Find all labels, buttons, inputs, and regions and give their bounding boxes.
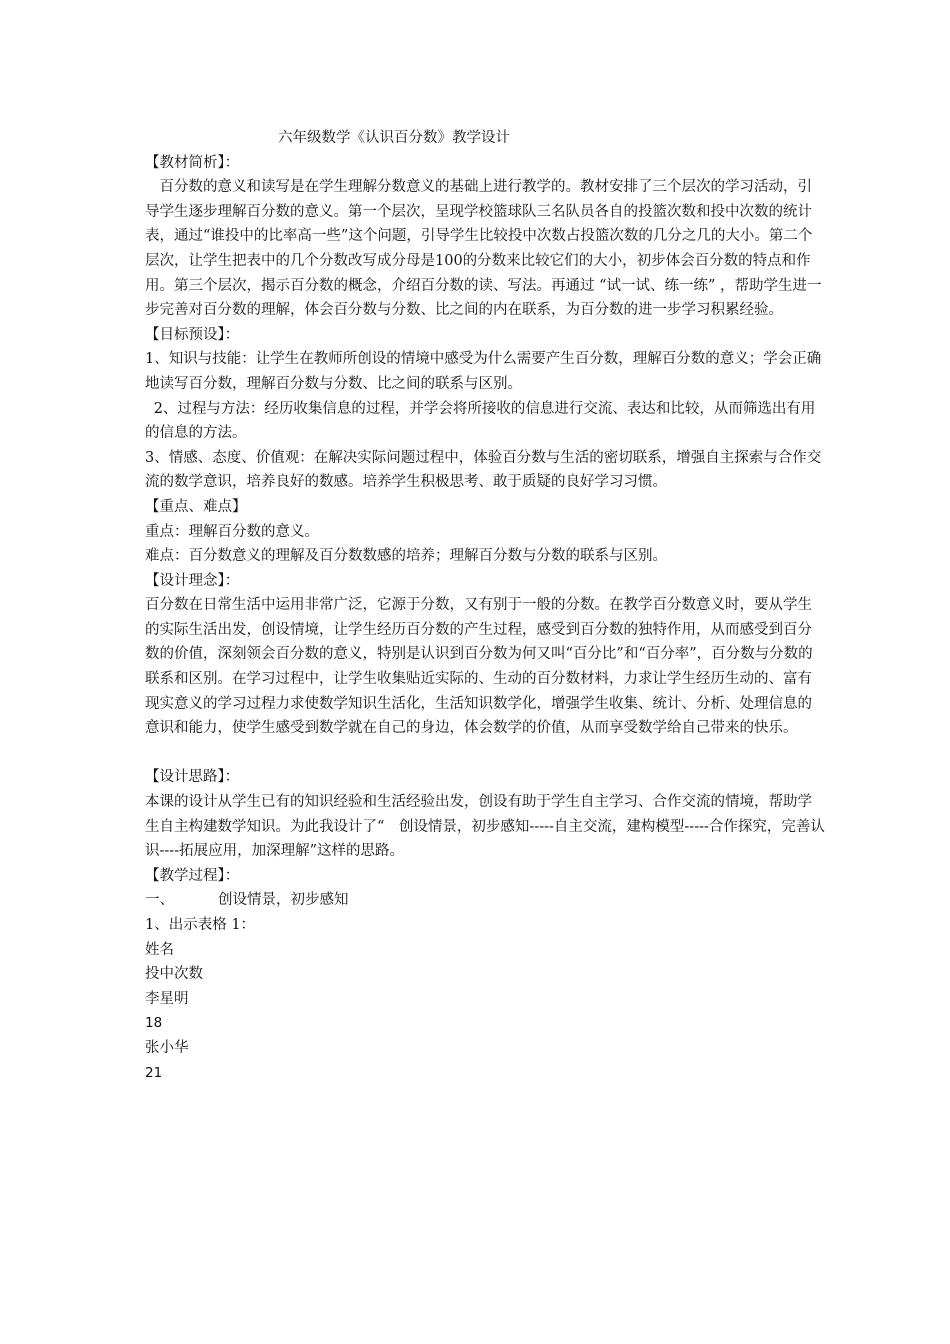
paragraph-linian: 百分数在日常生活中运用非常广泛，它源于分数，又有别于一般的分数。在教学百分数意义时，要从学生的实际生活出发，创设情境，让学生经历百分数的产生过程，感受到百分数的独特作用，从而感受到百分数的价值，深刻领会百分数的意义，特别是认识到百分数为何又叫“百分比”和“百分率”，百分数与分数的联系和区别。在学习过程中，让学生收集贴近实际的、生动的百分数材料，力求让学生经历生动的、富有现实意义的学习过程力求使数学知识生活化，生活知识数学化，增强学生收集、统计、分析、处理信息的意识和能力，使学生感受到数学就在自己的身边，体会数学的价值，从而享受数学给自己带来的快乐。 <box>145 597 813 737</box>
table-cell-hits-header: 投中次数 <box>145 966 203 983</box>
table-cell-name-2: 张小华 <box>145 1039 189 1056</box>
table-cell-hits-1: 18 <box>145 1015 163 1032</box>
paragraph-jiaocai: 百分数的意义和读写是在学生理解分数意义的基础上进行教学的。教材安排了三个层次的学习活动，引导学生逐步理解百分数的意义。第一个层次，呈现学校篮球队三名队员各自的投篮次数和投中次数的统计表，通过“谁投中的比率高一些”这个问题，引导学生比较投中次数占投篮次数的几分之几的大小。第二个层次，让学生把表中的几个分数改写成分母是100的分数来比较它们的大小，初步体会百分数的特点和作用。第三个层次，揭示百分数的概念，介绍百分数的读、写法。再通过 “试一试、练一练” ，帮助学生进一步完善对百分数的理解，体会百分数与分数、比之间的内在联系，为百分数的进一步学习积累经验。 <box>145 179 822 319</box>
step-text: 创设情景，初步感知 <box>218 892 349 909</box>
key-point: 重点：理解百分数的意义。 <box>145 523 319 540</box>
goal-item-1: 1、知识与技能：让学生在教师所创设的情境中感受为什么需要产生百分数，理解百分数的意义；学会正确地读写百分数，理解百分数与分数、比之间的联系与区别。 <box>145 351 822 392</box>
section-heading-jiaocai: 【教材简析】： <box>145 154 240 171</box>
show-table-line: 1、出示表格 1： <box>145 917 256 933</box>
document-body <box>145 126 825 1085</box>
table-cell-name-header: 姓名 <box>145 941 174 958</box>
paragraph-silu: 本课的设计从学生已有的知识经验和生活经验出发，创设有助于学生自主学习、合作交流的情境，帮助学生自主构建数学知识。为此我设计了“ 创设情景，初步感知-----自主交流，建构模型-----合作探究，完善认识----拓展应用，加深理解”这样的思路。 <box>145 794 825 860</box>
process-step-1 <box>145 888 825 913</box>
section-heading-guocheng: 【教学过程】： <box>145 867 240 884</box>
difficult-point: 难点：百分数意义的理解及百分数数感的培养；理解百分数与分数的联系与区别。 <box>145 548 667 565</box>
blank-line <box>145 741 825 766</box>
goal-item-3: 3、情感、态度、价值观：在解决实际问题过程中，体验百分数与生活的密切联系，增强自主探索与合作交流的数学意识，培养良好的数感。培养学生积极思考、敢于质疑的良好学习习惯。 <box>145 449 822 491</box>
section-heading-linian: 【设计理念】： <box>145 572 240 589</box>
section-heading-mubiao: 【目标预设】： <box>145 326 240 343</box>
goal-item-2: 2、过程与方法：经历收集信息的过程，并学会将所接收的信息进行交流、表达和比较，从而筛选出有用的信息的方法。 <box>145 400 816 442</box>
step-number: 一、 <box>145 892 174 909</box>
document-title: 六年级数学《认识百分数》教学设计 <box>278 130 510 146</box>
section-heading-zhongdian: 【重点、难点】 <box>145 498 247 515</box>
table-cell-hits-2: 21 <box>145 1064 163 1081</box>
table-cell-name-1: 李星明 <box>145 990 189 1007</box>
section-heading-silu: 【设计思路】： <box>145 769 240 786</box>
